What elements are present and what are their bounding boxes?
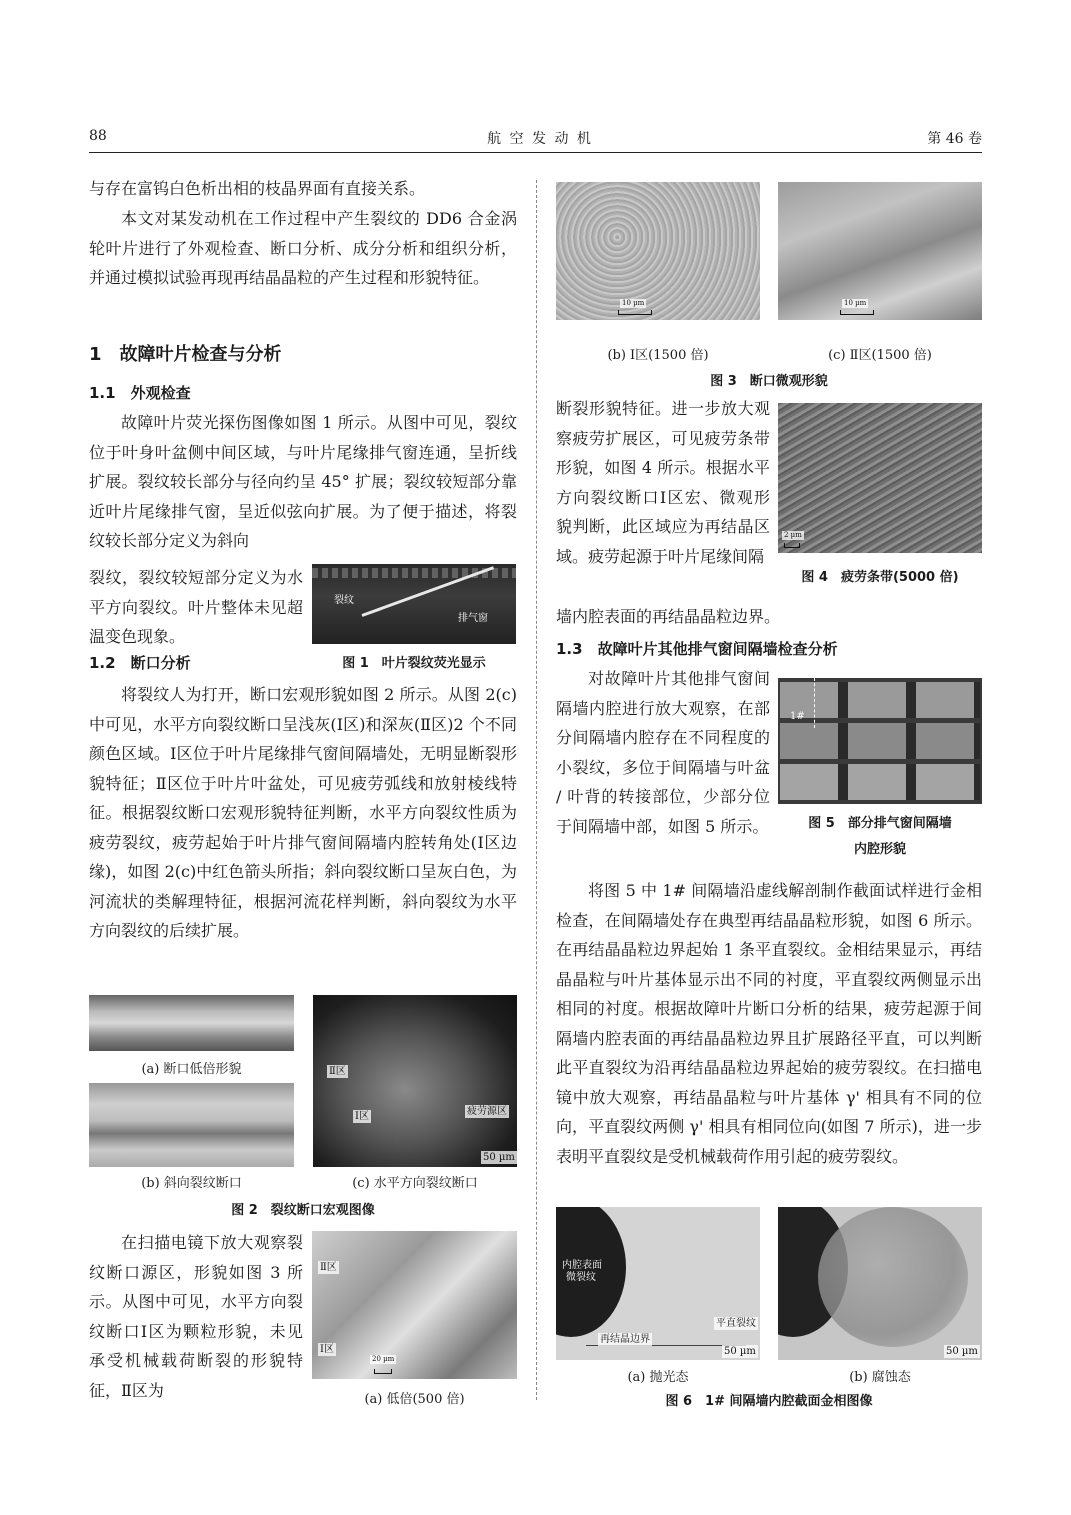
scale-bar bbox=[784, 543, 800, 548]
figure-1-image bbox=[312, 564, 516, 644]
label-flat-crack: 平直裂纹 bbox=[716, 1318, 756, 1329]
paragraph: 故障叶片荧光探伤图像如图 1 所示。从图中可见，裂纹位于叶身叶盆侧中间区域，与叶片尾缘排气窗连通，呈折线扩展。裂纹较长部分与径向约呈 45° 扩展；裂纹较短部分靠近叶片尾缘排气窗，呈近似弦向扩展。为了便于描述，将裂纹较长部分定义为斜向 bbox=[89, 413, 517, 550]
subsection-heading: 1.2 断口分析 bbox=[89, 654, 191, 672]
scale-bar-label: 10 µm bbox=[844, 299, 867, 307]
paragraph: 断裂形貌特征。进一步放大观察疲劳扩展区，可见疲劳条带形貌，如图 4 所示。根据水平方向裂纹断口Ⅰ区宏、微观形貌判断，此区域应为再结晶区域。疲劳起源于叶片尾缘间隔 bbox=[556, 399, 770, 566]
figure-3-caption: 图 3 断口微观形貌 bbox=[710, 374, 828, 389]
figure-3b-caption: (b) Ⅰ区(1500 倍) bbox=[607, 348, 709, 363]
figure-5-caption-line2: 内腔形貌 bbox=[853, 842, 906, 857]
label-microcrack: 微裂纹 bbox=[566, 1272, 596, 1283]
label-zone-2: Ⅱ区 bbox=[329, 1066, 346, 1077]
figure-6-caption: 图 6 1# 间隔墙内腔截面金相图像 bbox=[665, 1394, 873, 1409]
label-zone-2: Ⅱ区 bbox=[320, 1262, 337, 1273]
figure-3b-image bbox=[556, 182, 760, 320]
subsection-heading: 1.3 故障叶片其他排气窗间隔墙检查分析 bbox=[556, 640, 838, 658]
label-crack: 裂纹 bbox=[334, 595, 354, 606]
volume-label: 第 46 卷 bbox=[927, 131, 982, 147]
figure-3c-caption: (c) Ⅱ区(1500 倍) bbox=[828, 348, 932, 363]
label-fatigue-source: 疲劳源区 bbox=[467, 1106, 507, 1117]
scale-bar bbox=[618, 310, 652, 315]
scale-bar-label: 2 µm bbox=[784, 531, 802, 539]
figure-6a-image bbox=[556, 1207, 760, 1360]
figure-3a-image bbox=[312, 1231, 517, 1379]
scale-bar-label: 20 µm bbox=[372, 1355, 395, 1363]
figure-2b-caption: (b) 斜向裂纹断口 bbox=[141, 1176, 242, 1191]
figure-3c-image bbox=[778, 182, 982, 320]
label-window: 排气窗 bbox=[458, 613, 488, 624]
scale-bar-label: 50 µm bbox=[724, 1346, 756, 1357]
section-heading: 1 故障叶片检查与分析 bbox=[89, 344, 282, 365]
paragraph: 墙内腔表面的再结晶晶粒边界。 bbox=[556, 607, 781, 626]
paragraph: 将图 5 中 1# 间隔墙沿虚线解剖制作截面试样进行金相检查，在间隔墙处存在典型再结晶晶粒形貌，如图 6 所示。在再结晶晶粒边界起始 1 条平直裂纹。金相结果显示，再结晶晶粒与叶片基体显示出不同的衬度，平直裂纹两侧显示出相同的衬度。根据故障叶片断口分析的结果，疲劳起源于间隔墙内腔表面的再结晶晶粒边界且扩展路径平直，可以判断此平直裂纹为沿再结晶晶粒边界起始的疲劳裂纹。在扫描电镜中放大观察，再结晶晶粒与叶片基体 γ' 相具有不同的位向，平直裂纹两侧 γ' 相具有相同位向(如图 7 所示)，进一步表明平直裂纹是受机械载荷作用引起的疲劳裂纹。 bbox=[556, 881, 982, 1166]
scale-bar-label: 50 µm bbox=[483, 1152, 515, 1163]
paragraph: 在扫描电镜下放大观察裂纹断口源区，形貌如图 3 所示。从图中可见，水平方向裂纹断口Ⅰ区为颗粒形貌，未见承受机械载荷断裂的形貌特征，Ⅱ区为 bbox=[89, 1233, 303, 1400]
figure-5-image bbox=[778, 678, 982, 804]
figure-5-caption-line1: 图 5 部分排气窗间隔墙 bbox=[808, 816, 952, 831]
figure-2a-image bbox=[89, 995, 294, 1051]
header-rule bbox=[89, 152, 982, 153]
label-recrystallized-boundary: 再结晶边界 bbox=[600, 1334, 650, 1345]
paragraph: 将裂纹人为打开，断口宏观形貌如图 2 所示。从图 2(c)中可见，水平方向裂纹断口呈浅灰(Ⅰ区)和深灰(Ⅱ区)2 个不同颜色区域。Ⅰ区位于叶片尾缘排气窗间隔墙处，无明显断裂形貌特征；Ⅱ区位于叶片叶盆处，可见疲劳弧线和放射棱线特征。根据裂纹断口宏观形貌特征判断，水平方向裂纹性质为疲劳裂纹，疲劳起始于叶片排气窗间隔墙内腔转角处(Ⅰ区边缘)，如图 2(c)中红色箭头所指；斜向裂纹断口呈灰白色，为河流状的类解理特征，根据河流花样判断，斜向裂纹为水平方向裂纹的后续扩展。 bbox=[89, 685, 517, 940]
figure-4-caption: 图 4 疲劳条带(5000 倍) bbox=[801, 570, 959, 585]
figure-3a-caption: (a) 低倍(500 倍) bbox=[364, 1392, 465, 1407]
figure-1-caption: 图 1 叶片裂纹荧光显示 bbox=[342, 656, 486, 671]
paragraph: 与存在富钨白色析出相的枝晶界面有直接关系。 bbox=[89, 179, 426, 198]
figure-2c-image bbox=[313, 995, 517, 1167]
label-wall-1: 1# bbox=[790, 711, 805, 722]
figure-4-image bbox=[778, 403, 982, 553]
scale-bar-label: 10 µm bbox=[622, 299, 645, 307]
column-separator bbox=[536, 180, 537, 1400]
page-number: 88 bbox=[89, 128, 107, 144]
figure-2c-caption: (c) 水平方向裂纹断口 bbox=[352, 1176, 478, 1191]
figure-2a-caption: (a) 断口低倍形貌 bbox=[141, 1062, 242, 1077]
subsection-heading: 1.1 外观检查 bbox=[89, 384, 191, 402]
figure-6b-image bbox=[778, 1207, 982, 1360]
paragraph: 对故障叶片其他排气窗间隔墙内腔进行放大观察，在部分间隔墙内腔存在不同程度的小裂纹，多位于间隔墙与叶盆 / 叶背的转接部位，少部分位于间隔墙中部，如图 5 所示。 bbox=[556, 669, 770, 836]
scale-bar bbox=[840, 310, 874, 315]
journal-title: 航 空 发 动 机 bbox=[487, 131, 593, 147]
scale-bar-label: 50 µm bbox=[946, 1346, 978, 1357]
figure-6a-caption: (a) 抛光态 bbox=[627, 1370, 689, 1385]
paragraph: 本文对某发动机在工作过程中产生裂纹的 DD6 合金涡轮叶片进行了外观检查、断口分析、成分分析和组织分析，并通过模拟试验再现再结晶晶粒的产生过程和形貌特征。 bbox=[89, 209, 517, 287]
label-zone-1: Ⅰ区 bbox=[355, 1111, 369, 1122]
paragraph: 裂纹，裂纹较短部分定义为水平方向裂纹。叶片整体未见超温变色现象。 bbox=[89, 568, 303, 646]
figure-2b-image bbox=[89, 1083, 294, 1167]
figure-6b-caption: (b) 腐蚀态 bbox=[849, 1370, 911, 1385]
label-inner-surface: 内腔表面 bbox=[562, 1260, 602, 1271]
figure-2-caption: 图 2 裂纹断口宏观图像 bbox=[231, 1203, 375, 1218]
label-zone-1: Ⅰ区 bbox=[320, 1344, 334, 1355]
scale-bar bbox=[374, 1369, 392, 1374]
